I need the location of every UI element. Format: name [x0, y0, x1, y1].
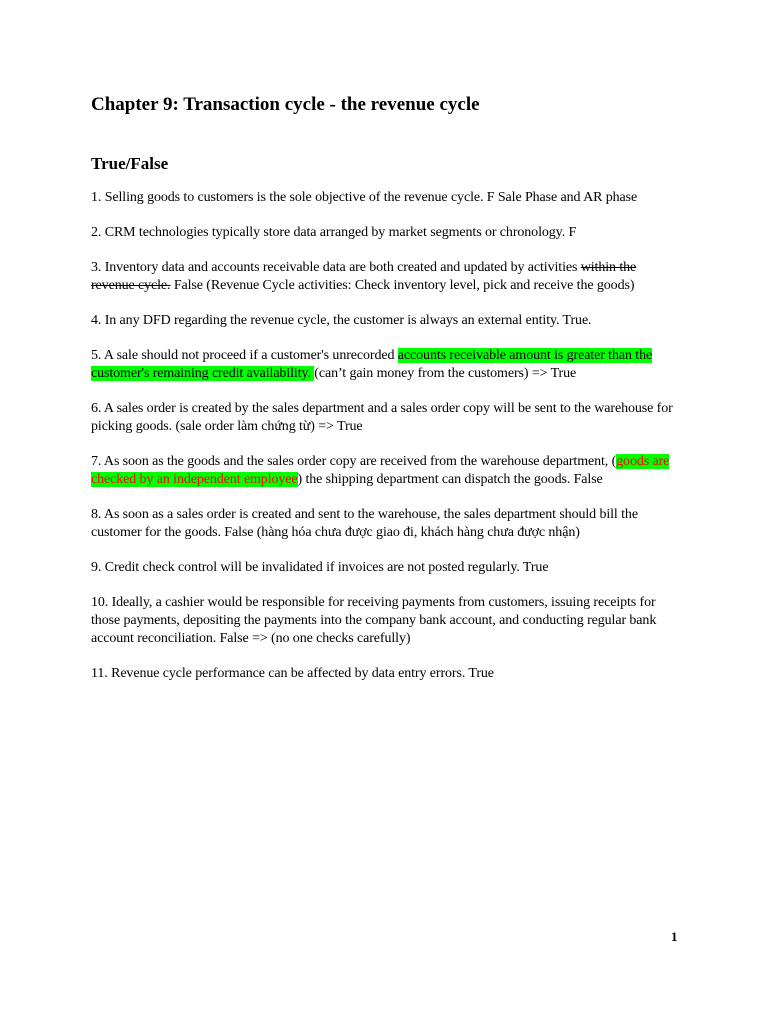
- question-list: [91, 189, 681, 700]
- question-answer: (can’t gain money from the customers) => True: [314, 366, 577, 381]
- question-item-9: 9. Credit check control will be invalidated if invoices are not posted regularly. True: [91, 560, 549, 575]
- question-item-7: [91, 453, 681, 489]
- question-item-6: 6. A sales order is created by the sales department and a sales order copy will be sent to the warehouse for picking goods. (sale order làm chứng từ) => True: [91, 401, 673, 434]
- page-number: 1: [671, 929, 678, 944]
- question-text: 7. As soon as the goods and the sales order copy are received from the warehouse department, (: [91, 454, 617, 469]
- question-text: 5. A sale should not proceed if a customer's unrecorded: [91, 348, 398, 363]
- section-heading: True/False: [91, 154, 169, 173]
- struck-text: within the revenue cycle.: [91, 260, 637, 293]
- question-item-4: 4. In any DFD regarding the revenue cycle, the customer is always an external entity. True.: [91, 313, 592, 328]
- question-item-3: [91, 259, 681, 295]
- question-item-1: 1. Selling goods to customers is the sole objective of the revenue cycle. F Sale Phase and AR phase: [91, 190, 638, 205]
- question-answer: False (Revenue Cycle activities: Check inventory level, pick and receive the goods): [170, 278, 635, 293]
- question-item-11: 11. Revenue cycle performance can be affected by data entry errors. True: [91, 666, 494, 681]
- question-item-8: 8. As soon as a sales order is created and sent to the warehouse, the sales department should bill the customer for the goods. False (hàng hóa chưa được giao đi, khách hàng chưa được nhận): [91, 507, 638, 540]
- question-item-2: 2. CRM technologies typically store data arranged by market segments or chronology. F: [91, 225, 577, 240]
- question-text: 3. Inventory data and accounts receivable data are both created and updated by activities: [91, 260, 581, 275]
- highlighted-text: accounts receivable amount is greater than the customer's remaining credit availability.: [91, 348, 653, 381]
- question-item-5: [91, 347, 681, 383]
- highlighted-text: goods are checked by an independent employee: [91, 454, 670, 487]
- question-answer: ) the shipping department can dispatch the goods. False: [297, 472, 603, 487]
- chapter-title: Chapter 9: Transaction cycle - the revenue cycle: [91, 94, 480, 115]
- question-item-10: 10. Ideally, a cashier would be responsible for receiving payments from customers, issuing receipts for those payments, depositing the payments into the company bank account, and conducting regular bank account reconciliation. False => (no one checks carefully): [91, 595, 657, 646]
